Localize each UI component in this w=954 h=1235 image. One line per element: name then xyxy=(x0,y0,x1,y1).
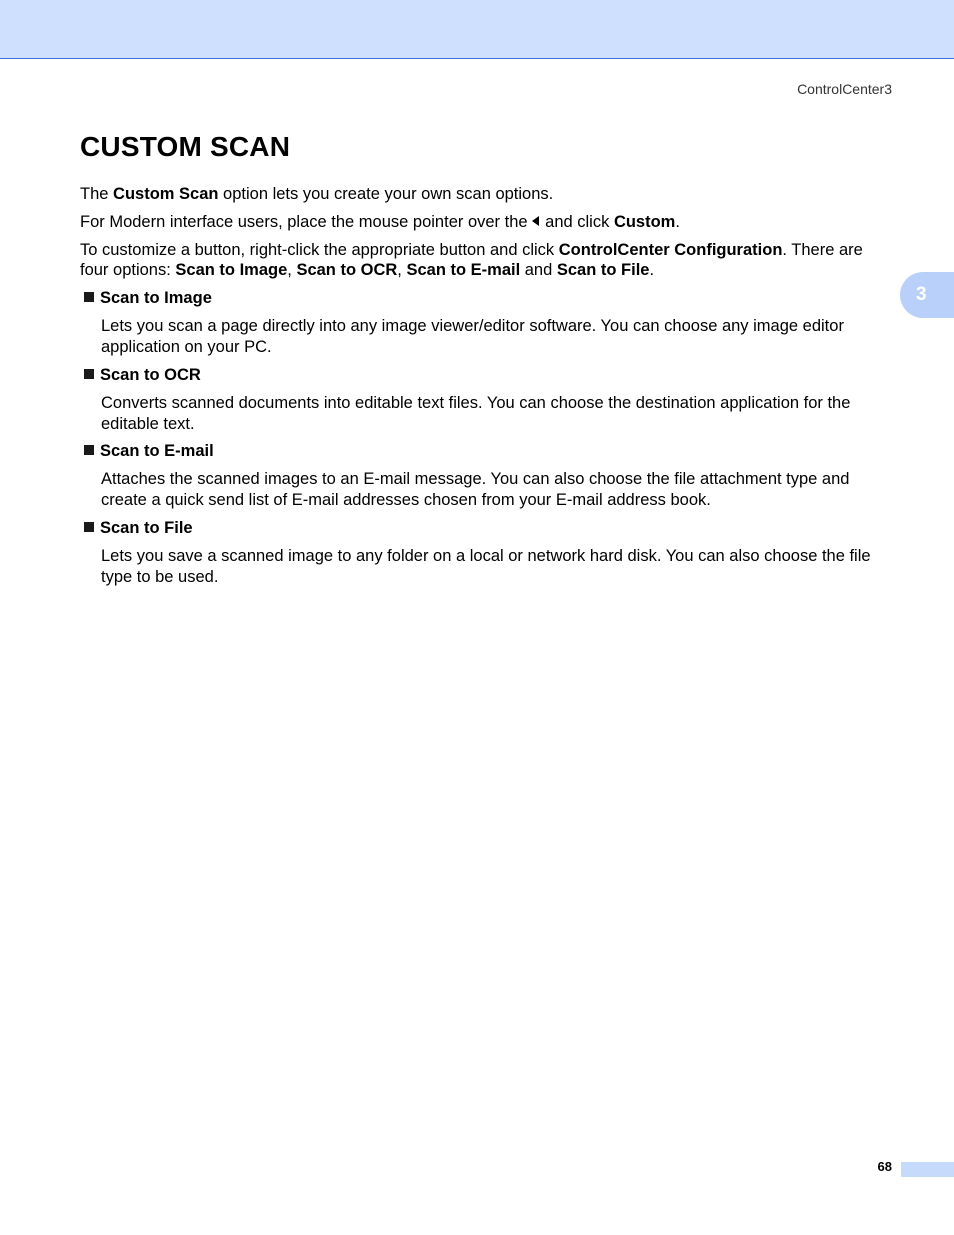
list-item-heading xyxy=(84,365,201,385)
item-heading-text: Scan to Image xyxy=(100,289,212,307)
list-item-description: Attaches the scanned images to an E-mail message. You can also choose the file attachment type and create a quick send list of E-mail addresses chosen from your E-mail address book. xyxy=(101,470,850,509)
square-bullet-icon xyxy=(84,292,94,302)
intro-paragraph-3 xyxy=(80,240,892,280)
bold-term: ControlCenter Configuration xyxy=(558,241,783,259)
bold-term: Custom Scan xyxy=(113,185,219,203)
list-item-description: Lets you save a scanned image to any folder on a local or network hard disk. You can also choose the file type to be used. xyxy=(101,547,871,586)
list-item-heading xyxy=(84,441,214,461)
bold-term: Scan to E-mail xyxy=(406,261,521,279)
intro-paragraph-2 xyxy=(80,212,892,232)
square-bullet-icon xyxy=(84,369,94,379)
text-run: , xyxy=(397,261,407,279)
item-heading-text: Scan to File xyxy=(100,519,193,537)
text-run: option lets you create your own scan options. xyxy=(218,185,554,203)
left-arrow-icon xyxy=(532,216,539,226)
text-run: . xyxy=(649,261,655,279)
bold-term: Custom xyxy=(613,213,676,231)
bold-term: Scan to OCR xyxy=(296,261,398,279)
intro-paragraph-1 xyxy=(80,184,892,204)
item-heading-text: Scan to OCR xyxy=(100,366,201,384)
page-number: 68 xyxy=(877,1159,892,1174)
bold-term: Scan to File xyxy=(556,261,650,279)
text-run: The xyxy=(80,185,114,203)
list-item-heading xyxy=(84,518,193,538)
item-heading-text: Scan to E-mail xyxy=(100,442,214,460)
square-bullet-icon xyxy=(84,522,94,532)
text-run: For Modern interface users, place the mouse pointer over the xyxy=(80,213,528,231)
page-number-marker xyxy=(901,1162,954,1177)
running-header: ControlCenter3 xyxy=(797,81,892,97)
page-title: CUSTOM SCAN xyxy=(80,131,291,162)
text-run: , xyxy=(287,261,297,279)
text-run: and xyxy=(520,261,557,279)
text-run: To customize a button, right-click the appropriate button and click xyxy=(80,241,559,259)
text-run: . There are four options: xyxy=(80,241,863,279)
bold-term: Scan to Image xyxy=(175,261,288,279)
square-bullet-icon xyxy=(84,445,94,455)
list-item-description: Converts scanned documents into editable text files. You can choose the destination application for the editable text. xyxy=(101,394,851,433)
text-run: . xyxy=(675,213,680,231)
chapter-tab xyxy=(900,272,954,318)
text-run: and click xyxy=(540,213,614,231)
chapter-number: 3 xyxy=(916,284,927,305)
list-item-description: Lets you scan a page directly into any image viewer/editor software. You can choose any image editor application on your PC. xyxy=(101,317,844,356)
list-item-heading xyxy=(84,288,212,308)
header-band xyxy=(0,0,954,59)
